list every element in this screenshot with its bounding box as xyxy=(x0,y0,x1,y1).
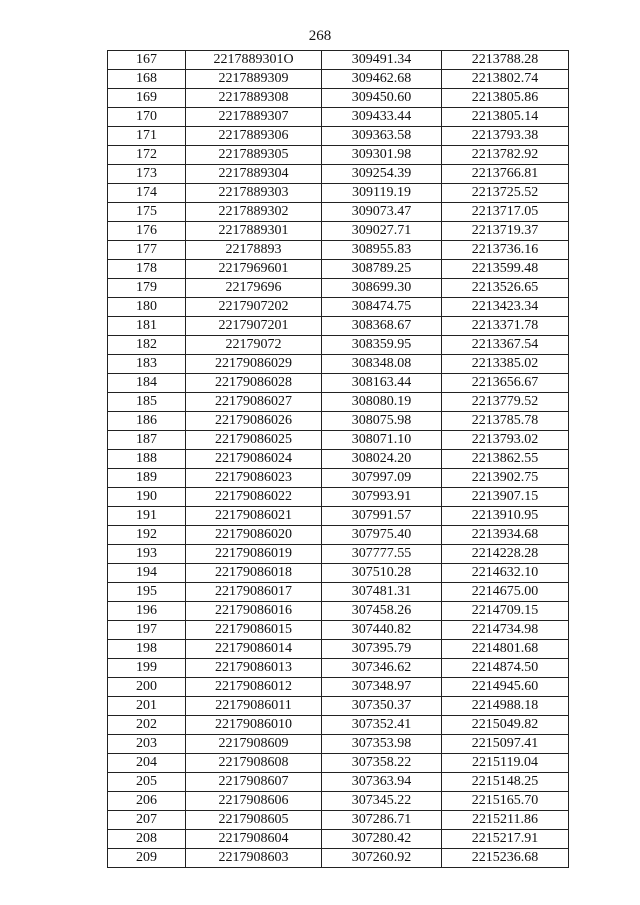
point-id-cell: 2217908605 xyxy=(186,811,322,830)
table-row xyxy=(108,621,569,640)
y-coordinate-cell: 2215217.91 xyxy=(442,830,569,849)
x-coordinate-cell: 307975.40 xyxy=(322,526,442,545)
point-id-cell: 22179086023 xyxy=(186,469,322,488)
row-number-cell: 187 xyxy=(108,431,186,450)
x-coordinate-cell: 307358.22 xyxy=(322,754,442,773)
x-coordinate-cell: 309254.39 xyxy=(322,165,442,184)
y-coordinate-cell: 2213371.78 xyxy=(442,317,569,336)
y-coordinate-cell: 2213766.81 xyxy=(442,165,569,184)
row-number-cell: 174 xyxy=(108,184,186,203)
x-coordinate-cell: 308699.30 xyxy=(322,279,442,298)
y-coordinate-cell: 2213907.15 xyxy=(442,488,569,507)
table-row xyxy=(108,184,569,203)
y-coordinate-cell: 2213725.52 xyxy=(442,184,569,203)
table-row xyxy=(108,279,569,298)
row-number-cell: 195 xyxy=(108,583,186,602)
point-id-cell: 22179086022 xyxy=(186,488,322,507)
y-coordinate-cell: 2213385.02 xyxy=(442,355,569,374)
table-row xyxy=(108,355,569,374)
x-coordinate-cell: 309119.19 xyxy=(322,184,442,203)
point-id-cell: 22179086025 xyxy=(186,431,322,450)
y-coordinate-cell: 2214874.50 xyxy=(442,659,569,678)
row-number-cell: 190 xyxy=(108,488,186,507)
y-coordinate-cell: 2213779.52 xyxy=(442,393,569,412)
row-number-cell: 201 xyxy=(108,697,186,716)
y-coordinate-cell: 2214945.60 xyxy=(442,678,569,697)
row-number-cell: 185 xyxy=(108,393,186,412)
table-row xyxy=(108,70,569,89)
x-coordinate-cell: 307993.91 xyxy=(322,488,442,507)
y-coordinate-cell: 2213805.86 xyxy=(442,89,569,108)
row-number-cell: 170 xyxy=(108,108,186,127)
x-coordinate-cell: 307997.09 xyxy=(322,469,442,488)
table-row xyxy=(108,89,569,108)
point-id-cell: 2217908603 xyxy=(186,849,322,868)
point-id-cell: 22179086020 xyxy=(186,526,322,545)
point-id-cell: 22178893 xyxy=(186,241,322,260)
x-coordinate-cell: 308071.10 xyxy=(322,431,442,450)
x-coordinate-cell: 307286.71 xyxy=(322,811,442,830)
x-coordinate-cell: 307348.97 xyxy=(322,678,442,697)
table-row xyxy=(108,146,569,165)
x-coordinate-cell: 307280.42 xyxy=(322,830,442,849)
y-coordinate-cell: 2213719.37 xyxy=(442,222,569,241)
table-row xyxy=(108,849,569,868)
table-row xyxy=(108,830,569,849)
y-coordinate-cell: 2213862.55 xyxy=(442,450,569,469)
row-number-cell: 188 xyxy=(108,450,186,469)
x-coordinate-cell: 307395.79 xyxy=(322,640,442,659)
point-id-cell: 2217889309 xyxy=(186,70,322,89)
row-number-cell: 206 xyxy=(108,792,186,811)
row-number-cell: 172 xyxy=(108,146,186,165)
x-coordinate-cell: 309073.47 xyxy=(322,203,442,222)
point-id-cell: 22179086016 xyxy=(186,602,322,621)
row-number-cell: 196 xyxy=(108,602,186,621)
point-id-cell: 22179086011 xyxy=(186,697,322,716)
table-row xyxy=(108,374,569,393)
point-id-cell: 22179086018 xyxy=(186,564,322,583)
x-coordinate-cell: 309491.34 xyxy=(322,51,442,70)
table-row xyxy=(108,51,569,70)
row-number-cell: 203 xyxy=(108,735,186,754)
row-number-cell: 209 xyxy=(108,849,186,868)
table-row xyxy=(108,735,569,754)
x-coordinate-cell: 307363.94 xyxy=(322,773,442,792)
row-number-cell: 171 xyxy=(108,127,186,146)
table-row xyxy=(108,431,569,450)
table-row xyxy=(108,640,569,659)
row-number-cell: 193 xyxy=(108,545,186,564)
table-row xyxy=(108,108,569,127)
table-row xyxy=(108,488,569,507)
point-id-cell: 2217908607 xyxy=(186,773,322,792)
y-coordinate-cell: 2213656.67 xyxy=(442,374,569,393)
y-coordinate-cell: 2214734.98 xyxy=(442,621,569,640)
point-id-cell: 22179086026 xyxy=(186,412,322,431)
point-id-cell: 2217907201 xyxy=(186,317,322,336)
point-id-cell: 2217969601 xyxy=(186,260,322,279)
x-coordinate-cell: 309027.71 xyxy=(322,222,442,241)
table-row xyxy=(108,203,569,222)
table-row xyxy=(108,393,569,412)
table-row xyxy=(108,450,569,469)
x-coordinate-cell: 308024.20 xyxy=(322,450,442,469)
x-coordinate-cell: 307510.28 xyxy=(322,564,442,583)
point-id-cell: 22179072 xyxy=(186,336,322,355)
table-row xyxy=(108,165,569,184)
table-row xyxy=(108,222,569,241)
x-coordinate-cell: 308359.95 xyxy=(322,336,442,355)
point-id-cell: 22179086012 xyxy=(186,678,322,697)
row-number-cell: 202 xyxy=(108,716,186,735)
row-number-cell: 200 xyxy=(108,678,186,697)
table-row xyxy=(108,127,569,146)
table-row xyxy=(108,659,569,678)
x-coordinate-cell: 309363.58 xyxy=(322,127,442,146)
y-coordinate-cell: 2215148.25 xyxy=(442,773,569,792)
row-number-cell: 183 xyxy=(108,355,186,374)
y-coordinate-cell: 2213782.92 xyxy=(442,146,569,165)
row-number-cell: 179 xyxy=(108,279,186,298)
y-coordinate-cell: 2213934.68 xyxy=(442,526,569,545)
y-coordinate-cell: 2213910.95 xyxy=(442,507,569,526)
point-id-cell: 22179086019 xyxy=(186,545,322,564)
table-row xyxy=(108,260,569,279)
y-coordinate-cell: 2213788.28 xyxy=(442,51,569,70)
row-number-cell: 204 xyxy=(108,754,186,773)
row-number-cell: 199 xyxy=(108,659,186,678)
y-coordinate-cell: 2213802.74 xyxy=(442,70,569,89)
point-id-cell: 2217908606 xyxy=(186,792,322,811)
point-id-cell: 2217908609 xyxy=(186,735,322,754)
y-coordinate-cell: 2215165.70 xyxy=(442,792,569,811)
point-id-cell: 2217889305 xyxy=(186,146,322,165)
row-number-cell: 177 xyxy=(108,241,186,260)
row-number-cell: 184 xyxy=(108,374,186,393)
y-coordinate-cell: 2215236.68 xyxy=(442,849,569,868)
point-id-cell: 22179086029 xyxy=(186,355,322,374)
y-coordinate-cell: 2213367.54 xyxy=(442,336,569,355)
row-number-cell: 208 xyxy=(108,830,186,849)
table-row xyxy=(108,507,569,526)
table-row xyxy=(108,754,569,773)
page-number: 268 xyxy=(308,28,332,44)
y-coordinate-cell: 2213526.65 xyxy=(442,279,569,298)
y-coordinate-cell: 2213785.78 xyxy=(442,412,569,431)
table-row xyxy=(108,469,569,488)
point-id-cell: 2217889307 xyxy=(186,108,322,127)
point-id-cell: 2217908608 xyxy=(186,754,322,773)
y-coordinate-cell: 2215119.04 xyxy=(442,754,569,773)
x-coordinate-cell: 308075.98 xyxy=(322,412,442,431)
y-coordinate-cell: 2213736.16 xyxy=(442,241,569,260)
y-coordinate-cell: 2215211.86 xyxy=(442,811,569,830)
table-row xyxy=(108,716,569,735)
row-number-cell: 189 xyxy=(108,469,186,488)
row-number-cell: 175 xyxy=(108,203,186,222)
point-id-cell: 22179696 xyxy=(186,279,322,298)
table-row xyxy=(108,583,569,602)
table-row xyxy=(108,526,569,545)
x-coordinate-cell: 307991.57 xyxy=(322,507,442,526)
table-row xyxy=(108,697,569,716)
x-coordinate-cell: 307481.31 xyxy=(322,583,442,602)
row-number-cell: 182 xyxy=(108,336,186,355)
table-row xyxy=(108,298,569,317)
table-row xyxy=(108,773,569,792)
row-number-cell: 169 xyxy=(108,89,186,108)
y-coordinate-cell: 2215097.41 xyxy=(442,735,569,754)
x-coordinate-cell: 308789.25 xyxy=(322,260,442,279)
y-coordinate-cell: 2213793.02 xyxy=(442,431,569,450)
table-row xyxy=(108,564,569,583)
table-row xyxy=(108,678,569,697)
row-number-cell: 194 xyxy=(108,564,186,583)
y-coordinate-cell: 2215049.82 xyxy=(442,716,569,735)
x-coordinate-cell: 307458.26 xyxy=(322,602,442,621)
row-number-cell: 180 xyxy=(108,298,186,317)
y-coordinate-cell: 2213902.75 xyxy=(442,469,569,488)
x-coordinate-cell: 309450.60 xyxy=(322,89,442,108)
row-number-cell: 198 xyxy=(108,640,186,659)
point-id-cell: 2217889303 xyxy=(186,184,322,203)
x-coordinate-cell: 309462.68 xyxy=(322,70,442,89)
y-coordinate-cell: 2213717.05 xyxy=(442,203,569,222)
x-coordinate-cell: 308474.75 xyxy=(322,298,442,317)
point-id-cell: 2217907202 xyxy=(186,298,322,317)
y-coordinate-cell: 2213793.38 xyxy=(442,127,569,146)
point-id-cell: 2217889301 xyxy=(186,222,322,241)
x-coordinate-cell: 307353.98 xyxy=(322,735,442,754)
row-number-cell: 176 xyxy=(108,222,186,241)
table-row xyxy=(108,241,569,260)
row-number-cell: 186 xyxy=(108,412,186,431)
table-row xyxy=(108,792,569,811)
y-coordinate-cell: 2213423.34 xyxy=(442,298,569,317)
y-coordinate-cell: 2213599.48 xyxy=(442,260,569,279)
point-id-cell: 2217889306 xyxy=(186,127,322,146)
x-coordinate-cell: 307440.82 xyxy=(322,621,442,640)
x-coordinate-cell: 308955.83 xyxy=(322,241,442,260)
y-coordinate-cell: 2214632.10 xyxy=(442,564,569,583)
row-number-cell: 191 xyxy=(108,507,186,526)
x-coordinate-cell: 308348.08 xyxy=(322,355,442,374)
row-number-cell: 207 xyxy=(108,811,186,830)
point-id-cell: 22179086024 xyxy=(186,450,322,469)
point-id-cell: 22179086013 xyxy=(186,659,322,678)
y-coordinate-cell: 2213805.14 xyxy=(442,108,569,127)
table-row xyxy=(108,545,569,564)
point-id-cell: 22179086014 xyxy=(186,640,322,659)
x-coordinate-cell: 307345.22 xyxy=(322,792,442,811)
point-id-cell: 2217889308 xyxy=(186,89,322,108)
point-id-cell: 2217889304 xyxy=(186,165,322,184)
row-number-cell: 192 xyxy=(108,526,186,545)
point-id-cell: 22179086021 xyxy=(186,507,322,526)
point-id-cell: 22179086017 xyxy=(186,583,322,602)
x-coordinate-cell: 307260.92 xyxy=(322,849,442,868)
x-coordinate-cell: 308080.19 xyxy=(322,393,442,412)
point-id-cell: 2217889302 xyxy=(186,203,322,222)
row-number-cell: 167 xyxy=(108,51,186,70)
table-row xyxy=(108,317,569,336)
y-coordinate-cell: 2214801.68 xyxy=(442,640,569,659)
y-coordinate-cell: 2214709.15 xyxy=(442,602,569,621)
point-id-cell: 22179086027 xyxy=(186,393,322,412)
y-coordinate-cell: 2214988.18 xyxy=(442,697,569,716)
coordinates-table xyxy=(107,50,569,868)
x-coordinate-cell: 309433.44 xyxy=(322,108,442,127)
x-coordinate-cell: 309301.98 xyxy=(322,146,442,165)
point-id-cell: 22179086028 xyxy=(186,374,322,393)
table-row xyxy=(108,811,569,830)
row-number-cell: 173 xyxy=(108,165,186,184)
point-id-cell: 22179086010 xyxy=(186,716,322,735)
y-coordinate-cell: 2214675.00 xyxy=(442,583,569,602)
x-coordinate-cell: 307777.55 xyxy=(322,545,442,564)
x-coordinate-cell: 308368.67 xyxy=(322,317,442,336)
point-id-cell: 22179086015 xyxy=(186,621,322,640)
point-id-cell: 2217908604 xyxy=(186,830,322,849)
row-number-cell: 181 xyxy=(108,317,186,336)
point-id-cell: 2217889301O xyxy=(186,51,322,70)
table-row xyxy=(108,336,569,355)
row-number-cell: 205 xyxy=(108,773,186,792)
table-row xyxy=(108,602,569,621)
x-coordinate-cell: 307350.37 xyxy=(322,697,442,716)
row-number-cell: 178 xyxy=(108,260,186,279)
row-number-cell: 197 xyxy=(108,621,186,640)
table-row xyxy=(108,412,569,431)
x-coordinate-cell: 307346.62 xyxy=(322,659,442,678)
y-coordinate-cell: 2214228.28 xyxy=(442,545,569,564)
x-coordinate-cell: 308163.44 xyxy=(322,374,442,393)
x-coordinate-cell: 307352.41 xyxy=(322,716,442,735)
coordinates-table-body xyxy=(108,51,569,868)
row-number-cell: 168 xyxy=(108,70,186,89)
